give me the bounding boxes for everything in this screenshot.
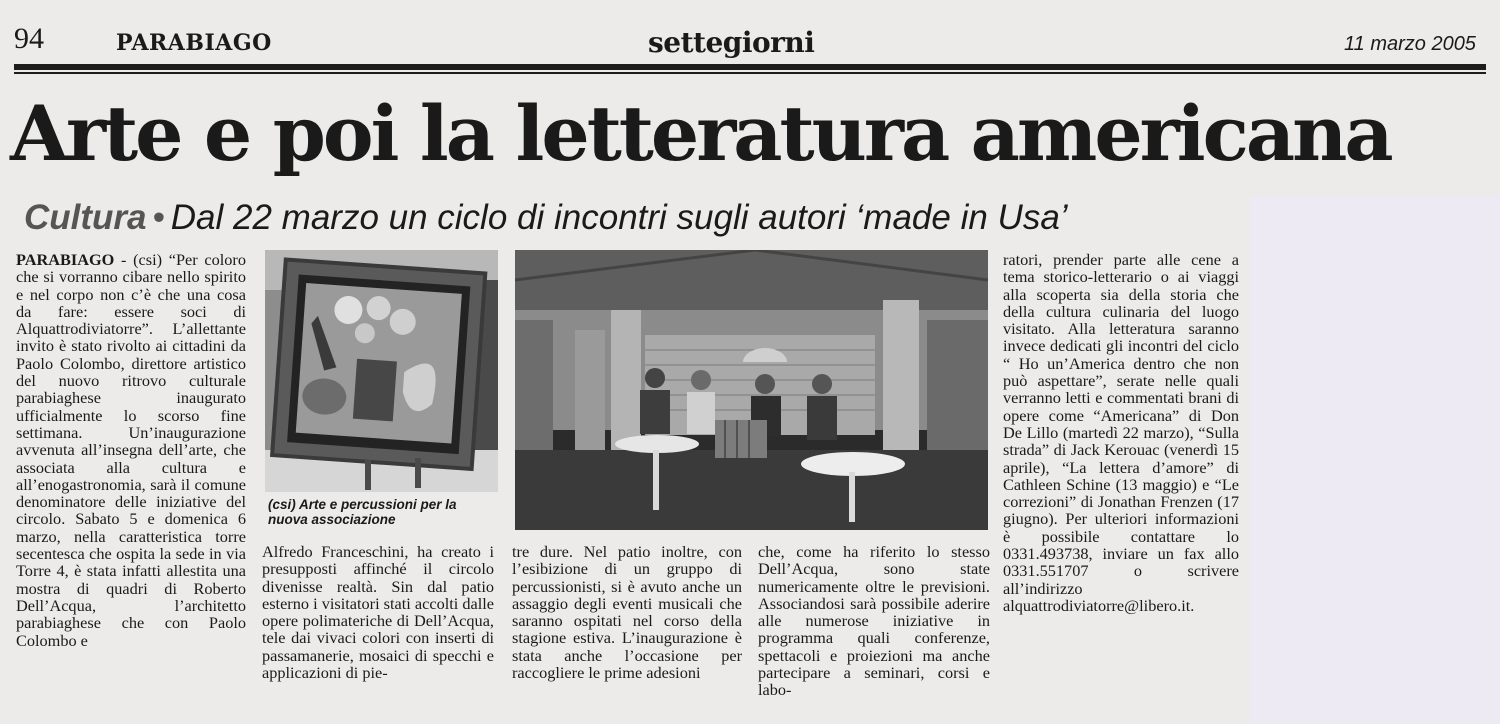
- header-rule: [14, 64, 1486, 70]
- patio-photo-graphic: [515, 250, 988, 530]
- article-column-3: [512, 543, 742, 681]
- column-1-text: - (csi) “Per coloro che si vorranno cibare nello spirito e nel corpo non c’è che una cosa da fare: essere soci di Alquattrodiviatorre”. L’allettante invito è stato rivolto ai cittadini da Paolo Colombo, direttore artistico del nuovo ritrovo culturale parabiaghese inaugurato ufficialmente lo scorso fine settimana. Un’inaugurazione avvenuta all’insegna dell’arte, che associata alla cultura e all’enogastronomia, sarà il comune denominatore delle iniziative del circolo. Sabato 5 e domenica 6 marzo, nella caratteristica torre secentesca che ospita la sede in via Torre 4, è stata infatti allestita una mostra di quadri di Roberto Dell’Acqua, l’architetto parabiaghese che con Paolo Colombo e: [16, 250, 246, 650]
- article-column-2: [262, 543, 494, 681]
- issue-date: 11 marzo 2005: [1344, 33, 1476, 55]
- blank-margin: [1250, 196, 1500, 724]
- headline: Arte e poi la letteratura americana: [10, 89, 1391, 178]
- subheadline-text: Dal 22 marzo un ciclo di incontri sugli autori ‘made in Usa’: [170, 198, 1068, 237]
- photo-caption: (csi) Arte e percussioni per la nuova associazione: [268, 497, 457, 527]
- column-4-text: che, come ha riferito lo stesso Dell’Acqua, sono state numericamente oltre le previsioni. Associandosi sarà possibile aderire alle numerose iniziative in programma quali conferenze, spettacoli e proiezioni ma anche partecipare a seminari, corsi e labo-: [758, 542, 990, 700]
- photo-painting: [265, 250, 498, 492]
- newspaper-name: settegiorni: [648, 26, 815, 59]
- section-title: PARABIAGO: [116, 30, 272, 56]
- page-number: 94: [14, 22, 44, 55]
- bullet: •: [152, 198, 165, 237]
- column-5-text: ratori, prender parte alle cene a tema storico-letterario o ai viaggi alla scoperta sia della storia che della cultura culinaria del luogo visitato. Alla letteratura saranno invece dedicati gli incontri del ciclo “ Ho un’America dentro che non può aspettare”, serate nelle quali verranno letti e commentati brani di opere come “Americana” di Don De Lillo (martedì 22 marzo), “Sulla strada” di Jack Kerouac (venerdì 15 aprile), “La lettera d’amore” di Cathleen Schine (13 maggio) e “Le correzioni” di Jonathan Frenzen (17 giugno). Per ulteriori informazioni è possibile contattare lo 0331.493738, inviare un fax allo 0331.551707 o scrivere all’indirizzo alquattrodiviatorre@libero.it.: [1003, 250, 1239, 615]
- column-2-text: Alfredo Franceschini, ha creato i presupposti affinché il circolo divenisse realtà. Sin dal patio esterno i visitatori stati accolti dalle opere polimateriche di Dell’Acqua, tele dai vivaci colori con inserti di passamanerie, mosaici di specchi e applicazioni di pie-: [262, 542, 494, 683]
- photo-patio: [515, 250, 988, 530]
- painting-photo-graphic: [265, 250, 498, 492]
- article-column-5: [1003, 251, 1239, 614]
- kicker: Cultura: [24, 198, 147, 237]
- header-rule-thin: [14, 72, 1486, 74]
- article-column-1: [16, 251, 246, 649]
- dateline: PARABIAGO: [16, 250, 115, 269]
- column-3-text: tre dure. Nel patio inoltre, con l’esibizione di un gruppo di percussionisti, si è avuto anche un assaggio degli eventi musicali che saranno ospitati nel corso della stagione estiva. L’inaugurazione è stata anche l’occasione per raccogliere le prime adesioni: [512, 542, 742, 683]
- article-column-4: [758, 543, 990, 699]
- subheadline: [24, 198, 1068, 238]
